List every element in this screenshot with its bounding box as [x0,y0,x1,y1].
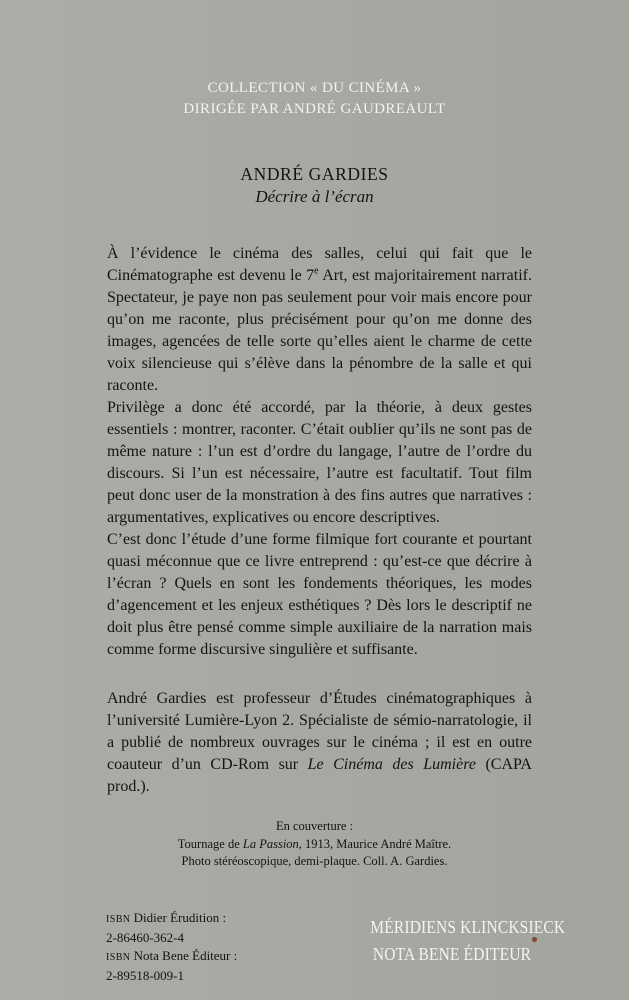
cover-line1-start: Tournage de [177,836,243,851]
cover-credit [0,818,629,871]
blurb-paragraph-2: Privilège a donc été accordé, par la théorie, à deux gestes essentiels : montrer, raconter. C’était oublier qu’ils ne sont pas de même nature : l’un est d’ordre du langage, l’autre de l’ordre du discours. Si l’un est nécessaire, l’autre est facultatif. Tout film peut donc user de la monstration à des fins autres que narratives : argumentatives, explicatives ou encore descriptives. [107,399,532,526]
book-title: Décrire à l’écran [255,187,374,206]
isbn-line-2 [106,947,237,967]
isbn-line-1 [106,909,237,929]
cover-film-title: La Passion [242,836,299,851]
isbn-number-2: 2-89518-009-1 [106,968,184,983]
bio-cdrom-title: Le Cinéma des Lumière [307,756,476,773]
blurb-p1-start: À l’évidence le cinéma des salles, celui qui fait que le Cinématographe est devenu le 7 [107,245,532,284]
blurb-paragraph-3: C’est donc l’étude d’une forme filmique fort courante et pourtant quasi méconnue que ce livre entreprend : qu’est-ce que décrire à l’écran ? Quels en sont les fondements théoriques, les modes d’agencement et les enjeux esthétiques ? Dès lors le descriptif ne doit plus être pensé comme simple auxiliaire de la narration mais comme forme discursive singulière et suffisante. [107,531,532,658]
collection-header [0,78,629,120]
printer-dot-mark [532,937,537,942]
isbn-number-1: 2-86460-362-4 [106,930,184,945]
cover-credit-heading: En couverture : [275,819,354,833]
cover-credit-line-2: Photo stéréoscopique, demi-plaque. Coll. A. Gardies. [181,854,448,868]
publisher-logo [357,914,566,968]
cover-line1-end: , 1913, Maurice André Maître. [298,836,452,851]
publisher-logo-line-2: NOTA BENE ÉDITEUR [372,944,532,964]
author-bio [107,688,532,798]
blurb [107,243,532,661]
bio-end: (CAPA prod.). [107,756,532,795]
collection-name: COLLECTION « DU CINÉMA » [207,80,422,96]
author-title-block [0,162,629,208]
isbn-block [106,909,237,985]
blurb-paragraph-1 [107,243,532,397]
isbn-publisher-2: Nota Bene Éditeur : [133,948,238,963]
collection-director: DIRIGÉE PAR ANDRÉ GAUDREAULT [183,101,446,117]
author-bio-text [107,688,532,798]
blurb-p1-superscript: e [314,265,319,277]
isbn-label-1: ISBN [106,914,131,925]
cover-credit-line-1 [0,836,629,854]
bio-start: André Gardies est professeur d’Études cinématographiques à l’université Lumière-Lyon 2. Spécialiste de sémio-narratologie, il a publié de nombreux ouvrages sur le cinéma ; il est en outre coauteur d’un CD-Rom sur [107,690,532,773]
blurb-p1-end: Art, est majoritairement narratif. Spectateur, je paye non pas seulement pour voir mais encore pour qu’on me raconte, plus précisément pour qu’on me donne des images, agencées de telle sorte qu’elles aient le charme de cette voix silencieuse qui s’élève dans la pénombre de la salle et qui raconte. [107,267,532,394]
isbn-publisher-1: Didier Érudition : [133,910,227,925]
publisher-logo-line-1: MÉRIDIENS KLINCKSIECK [370,917,566,937]
isbn-label-2: ISBN [106,952,131,963]
author-name: ANDRÉ GARDIES [240,164,389,184]
